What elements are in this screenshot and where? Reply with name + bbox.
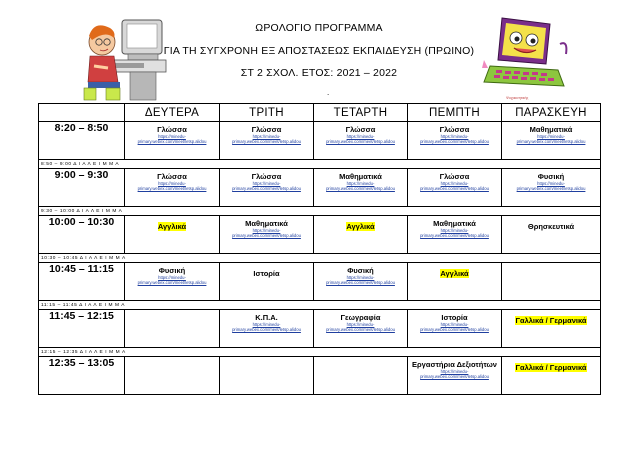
subject-text: Εργαστήρια Δεξιοτήτων [412, 360, 497, 369]
lesson-row [39, 169, 601, 207]
lesson-cell [220, 122, 314, 160]
webex-link[interactable]: https://minedu- [537, 181, 565, 186]
webex-link[interactable]: primary.webex.com/meet/letsp.alidou [326, 186, 395, 191]
lesson-cell [125, 310, 220, 348]
subject-text: Μαθηματικά [529, 125, 573, 134]
webex-link[interactable]: https://minedu- [537, 134, 565, 139]
webex-link[interactable]: primary.webex.com/meet/letsp.alidou [232, 139, 301, 144]
subject-name [408, 172, 501, 181]
lesson-cell [125, 357, 220, 395]
lesson-cell [220, 310, 314, 348]
lesson-cell [502, 310, 601, 348]
webex-link[interactable]: https://minedu- [252, 228, 281, 233]
period-time: 11:45 – 12:15 [39, 310, 125, 348]
lesson-cell [314, 357, 408, 395]
period-time: 10:00 – 10:30 [39, 216, 125, 254]
webex-link[interactable]: primary.webex.com/meet/letsp.alidou [326, 280, 395, 285]
webex-link[interactable]: primary.webex.com/meet/letsp.alidou [516, 186, 586, 191]
day-header: ΠΑΡΑΣΚΕΥΗ [502, 104, 601, 122]
timetable [38, 103, 601, 395]
subject-text: Μαθηματικά [339, 172, 382, 181]
subject-name [314, 313, 407, 322]
lesson-cell [314, 310, 408, 348]
subject-text: Φυσική [347, 266, 374, 275]
subject-text: Γλώσσα [157, 172, 187, 181]
subject-name [502, 316, 600, 325]
lesson-cell [314, 169, 408, 207]
subject-text: Γλώσσα [345, 125, 376, 134]
webex-link[interactable]: primary.webex.com/meet/letsp.alidou [420, 374, 489, 379]
break-row [39, 254, 601, 263]
subject-name [314, 266, 407, 275]
subject-name [408, 360, 501, 369]
subject-name [125, 172, 219, 181]
lesson-cell [125, 169, 220, 207]
break-label: 11:15 – 11:45 Δ Ι Α Λ Ε Ι Μ Μ Α [39, 301, 601, 310]
subject-text: Γλώσσα [439, 125, 470, 134]
lesson-cell [408, 216, 502, 254]
break-label: 10:30 – 10:45 Δ Ι Α Λ Ε Ι Μ Μ Α [39, 254, 601, 263]
period-time: 8:20 – 8:50 [39, 122, 125, 160]
subject-text: Φυσική [537, 172, 565, 181]
subject-name [220, 269, 313, 278]
lesson-cell [220, 357, 314, 395]
break-label: 9:30 – 10:00 Δ Ι Α Λ Ε Ι Μ Μ Α [39, 207, 601, 216]
subject-name [125, 222, 219, 231]
webex-link[interactable]: primary.webex.com/meet/letsp.alidou [232, 233, 301, 238]
subject-text: Γλώσσα [157, 125, 187, 134]
subject-name [314, 125, 407, 134]
lesson-cell [314, 122, 408, 160]
subject-name [502, 363, 600, 372]
period-time: 10:45 – 11:15 [39, 263, 125, 301]
lesson-cell [220, 263, 314, 301]
subject-name [408, 269, 501, 278]
webex-link[interactable]: primary.webex.com/meet/letsp.alidou [232, 327, 301, 332]
day-header: ΔΕΥΤΕΡΑ [125, 104, 220, 122]
period-time: 12:35 – 13:05 [39, 357, 125, 395]
lesson-cell [125, 263, 220, 301]
lesson-cell [125, 216, 220, 254]
webex-link[interactable]: https://minedu- [440, 134, 469, 139]
webex-link[interactable]: https://minedu- [440, 228, 469, 233]
break-row [39, 348, 601, 357]
subject-text: Γλώσσα [251, 172, 282, 181]
subject-name [502, 222, 600, 231]
subject-name [125, 266, 219, 275]
webex-link[interactable]: primary.webex.com/meet/letsp.alidou [137, 186, 207, 191]
webex-link[interactable]: https://minedu- [346, 275, 375, 280]
lesson-cell [408, 357, 502, 395]
lesson-row [39, 357, 601, 395]
webex-link[interactable]: https://minedu- [346, 322, 375, 327]
webex-link[interactable]: https://minedu- [252, 181, 281, 186]
lesson-cell [314, 263, 408, 301]
lesson-cell [502, 263, 601, 301]
break-row [39, 207, 601, 216]
webex-link[interactable]: https://minedu- [440, 369, 469, 374]
illustration-caption: Ψυχοκινητικής [506, 96, 529, 100]
break-row [39, 301, 601, 310]
period-time: 9:00 – 9:30 [39, 169, 125, 207]
subject-text: Γλώσσα [251, 125, 282, 134]
day-header: ΠΕΜΠΤΗ [408, 104, 502, 122]
lesson-cell [125, 122, 220, 160]
subject-text: Κ.Π.Α. [255, 313, 278, 322]
subject-text: Ιστορία [441, 313, 468, 322]
lesson-cell [408, 122, 502, 160]
subject-name [220, 219, 313, 228]
subject-text: Ιστορία [253, 269, 280, 278]
webex-link[interactable]: primary.webex.com/meet/letsp.alidou [326, 327, 395, 332]
lesson-cell [502, 169, 601, 207]
subject-text: Γλώσσα [439, 172, 470, 181]
subject-name [502, 125, 600, 134]
webex-link[interactable]: primary.webex.com/meet/letsp.alidou [420, 327, 489, 332]
webex-link[interactable]: https://minedu- [158, 134, 186, 139]
subject-text: Γαλλικά / Γερμανικά [515, 363, 587, 372]
day-header: ΤΡΙΤΗ [220, 104, 314, 122]
subject-name [125, 125, 219, 134]
smiling-laptop-illustration [480, 14, 568, 94]
subject-text: Αγγλικά [157, 222, 187, 231]
subject-text: Μαθηματικά [245, 219, 288, 228]
subject-text: Γαλλικά / Γερμανικά [515, 316, 587, 325]
subject-text: Αγγλικά [346, 222, 375, 231]
subject-name [408, 125, 501, 134]
subject-name [220, 313, 313, 322]
lesson-cell [408, 310, 502, 348]
lesson-cell [220, 169, 314, 207]
break-label: 8:50 – 9:00 Δ Ι Α Λ Ε Ι Μ Μ Α [39, 160, 601, 169]
subject-text: Φυσική [158, 266, 186, 275]
lesson-row [39, 122, 601, 160]
webex-link[interactable]: https://minedu- [346, 134, 375, 139]
webex-link[interactable]: primary.webex.com/meet/letsp.alidou [137, 139, 207, 144]
webex-link[interactable]: https://minedu- [158, 275, 186, 280]
subject-name [314, 172, 407, 181]
lesson-row [39, 216, 601, 254]
subject-text: Αγγλικά [440, 269, 469, 278]
lesson-cell [314, 216, 408, 254]
break-row [39, 160, 601, 169]
webex-link[interactable]: https://minedu- [252, 322, 281, 327]
webex-link[interactable]: primary.webex.com/meet/letsp.alidou [516, 139, 586, 144]
lesson-row [39, 263, 601, 301]
page-title: ΩΡΟΛΟΓΙΟ ΠΡΟΓΡΑΜΜΑ [255, 22, 383, 34]
subject-name [408, 219, 501, 228]
lesson-row [39, 310, 601, 348]
webex-link[interactable]: primary.webex.com/meet/letsp.alidou [420, 139, 489, 144]
webex-link[interactable]: https://minedu- [440, 181, 469, 186]
lesson-cell [408, 169, 502, 207]
webex-link[interactable]: https://minedu- [252, 134, 281, 139]
webex-link[interactable]: primary.webex.com/meet/letsp.alidou [137, 280, 207, 285]
subject-name [502, 172, 600, 181]
page-subtitle: ΓΙΑ ΤΗ ΣΥΓΧΡΟΝΗ ΕΞ ΑΠΟΣΤΑΣΕΩΣ ΕΚΠΑΙΔΕΥΣΗ (ΠΡΩΙΝΟ) [163, 45, 475, 57]
subject-text: Γεωγραφία [340, 313, 381, 322]
day-header-row [39, 104, 601, 122]
webex-link[interactable]: https://minedu- [346, 181, 375, 186]
lesson-cell [408, 263, 502, 301]
break-label: 12:15 – 12:35 Δ Ι Α Λ Ε Ι Μ Μ Α [39, 348, 601, 357]
subject-name [220, 125, 313, 134]
webex-link[interactable]: https://minedu- [440, 322, 469, 327]
webex-link[interactable]: primary.webex.com/meet/letsp.alidou [420, 186, 489, 191]
corner-cell [39, 104, 125, 122]
webex-link[interactable]: primary.webex.com/meet/letsp.alidou [232, 186, 301, 191]
stray-dot: . [327, 88, 330, 97]
subject-name [314, 222, 407, 231]
subject-text: Μαθηματικά [433, 219, 476, 228]
day-header: ΤΕΤΑΡΤΗ [314, 104, 408, 122]
webex-link[interactable]: primary.webex.com/meet/letsp.alidou [326, 139, 395, 144]
lesson-cell [502, 216, 601, 254]
child-at-computer-illustration [80, 12, 170, 104]
subject-text: Θρησκευτικά [527, 222, 575, 231]
webex-link[interactable]: primary.webex.com/meet/letsp.alidou [420, 233, 489, 238]
webex-link[interactable]: https://minedu- [158, 181, 186, 186]
lesson-cell [220, 216, 314, 254]
lesson-cell [502, 357, 601, 395]
class-year-line: ΣΤ 2 ΣΧΟΛ. ΕΤΟΣ: 2021 – 2022 [240, 67, 398, 79]
subject-name [220, 172, 313, 181]
subject-name [408, 313, 501, 322]
lesson-cell [502, 122, 601, 160]
